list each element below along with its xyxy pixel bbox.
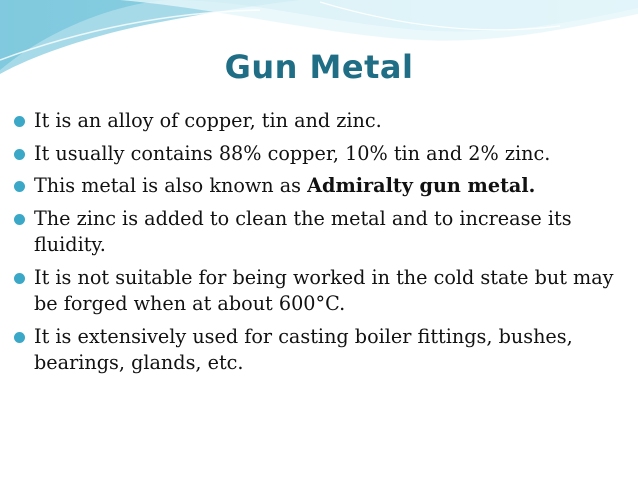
bullet-text: The zinc is added to clean the metal and to increase its fluidity. (34, 206, 572, 256)
bullet-dot-icon (14, 273, 25, 284)
bullet-list (10, 108, 630, 383)
bullet-text: It is extensively used for casting boiler fittings, bushes, bearings, glands, etc. (34, 324, 573, 374)
bullet-text: It usually contains 88% copper, 10% tin and 2% zinc. (34, 141, 551, 165)
bullet-text: This metal is also known as (34, 174, 308, 197)
bullet-item (10, 206, 630, 259)
bullet-dot-icon (14, 214, 25, 225)
bullet-dot-icon (14, 181, 25, 192)
bullet-item (10, 265, 630, 318)
bullet-dot-icon (14, 332, 25, 343)
bullet-item (10, 108, 630, 135)
bullet-dot-icon (14, 149, 25, 160)
slide-title: Gun Metal (224, 48, 414, 86)
bullet-text: It is not suitable for being worked in the cold state but may be forged when at about 600°C. (34, 265, 614, 315)
bullet-dot-icon (14, 116, 25, 127)
bullet-text: It is an alloy of copper, tin and zinc. (34, 109, 382, 132)
bullet-item (10, 324, 630, 377)
bullet-item (10, 173, 630, 200)
bullet-item (10, 141, 630, 168)
bullet-bold-text: Admiralty gun metal. (307, 174, 536, 197)
